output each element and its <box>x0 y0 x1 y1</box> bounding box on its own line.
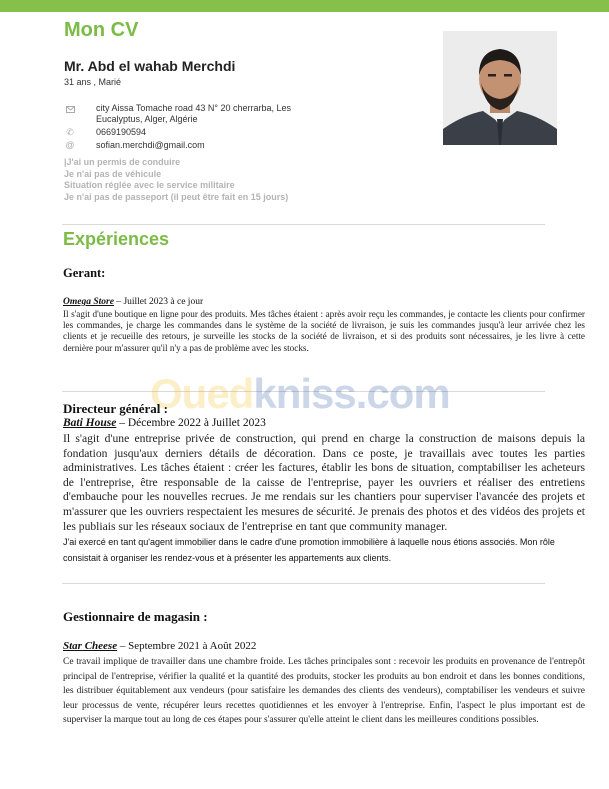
watermark-logo: Ouedkniss.com <box>150 370 450 417</box>
email-address[interactable]: sofian.merchdi@gmail.com <box>96 140 205 150</box>
personal-notes <box>64 157 288 203</box>
job-period: – Juillet 2023 à ce jour <box>113 297 204 307</box>
note-item: Je n'ai pas de véhicule <box>64 168 162 179</box>
candidate-name: Mr. Abd el wahab Merchdi <box>64 58 236 74</box>
top-accent-bar <box>0 0 609 12</box>
age-status: 31 ans , Marié <box>64 77 122 87</box>
phone-icon: ✆ <box>66 127 74 137</box>
job-company-line <box>63 297 203 307</box>
phone-number: 0669190594 <box>96 127 147 137</box>
job-title-gestionnaire: Gestionnaire de magasin : <box>63 609 208 624</box>
job-company-line <box>63 640 256 652</box>
note-item: Situation réglée avec le service militaire <box>64 180 235 191</box>
profile-photo <box>443 31 557 145</box>
cv-title: Mon CV <box>64 19 139 41</box>
job-description: Il s'agit d'une entreprise privée de construction, qui prend en charge la construction de maisons depuis la fondation jusqu'aux derniers détails de décoration. Dans ce poste, je travaillais avec toutes les parties administratives. Les tâches étaient : créer les factures, établir les bons de situation, comptabiliser les acheteurs de l'entreprise, être responsable de la caisse de l'entreprise, payer les ouvriers et réaliser des entretiens d'embauche pour les nouvelles recrues. Je me rendais sur les chantiers pour superviser l'avancée des projets et m'assurer que les ouvriers respectaient les mesures de sécurité. Je prenais des photos et des vidéos des projets et les publiais sur les réseaux sociaux de l'entreprise en tant que community manager. <box>63 432 585 533</box>
envelope-icon <box>64 103 76 117</box>
address-line-2: Eucalyptus, Alger, Algérie <box>96 114 198 124</box>
at-icon: @ <box>65 140 75 150</box>
job-description: Ce travail implique de travailler dans une chambre froide. Les tâches principales sont : recevoir les produits en provenance de l'entrepôt principal de l'entreprise, vérifier la qualité et la quantité des produits, stocker les produits au bon endroit et dans les bonnes conditions, les distribuer équitablement aux vendeurs (pour satisfaire les demandes des clients des vendeurs), comptabiliser les vendeurs et suivre leur processus de vente, récupérer leurs recettes quotidiennes et les envoyer à l'entreprise. Enfin, l'aspect le plus important est de superviser la marque tout au long de ces étapes pour s'assurer qu'elle atteint le client dans les meilleures conditions possibles. <box>63 657 585 726</box>
company-name: Bati House <box>63 417 117 429</box>
note-item: Je n'ai pas de passeport (il peut être fait en 15 jours) <box>64 191 289 202</box>
company-name: Star Cheese <box>63 640 118 652</box>
experiences-heading: Expériences <box>63 229 170 249</box>
note-item: |J'ai un permis de conduire <box>64 157 181 167</box>
section-divider <box>62 224 545 225</box>
company-name: Omega Store <box>63 297 114 307</box>
job-company-line <box>63 417 266 429</box>
address-line-1: city Aissa Tomache road 43 N° 20 cherrarba, Les <box>96 103 292 113</box>
job-divider <box>62 583 545 584</box>
job-period: – Décembre 2022 à Juillet 2023 <box>116 417 266 429</box>
job-description: Il s'agit d'une boutique en ligne pour des produits. Mes tâches étaient : après avoir reçu les commandes, je contacte les clients pour confirmer les commandes, je charge les commandes dans le système de la société de livraison, je suis les commandes jusqu'à leur arrivée chez les clients et je recueille des retours, je surveille les stocks de la société de livraison, et si des produits sont nécessaires, je les livre à cette dernière pour m'assurer qu'il n'y a pas de problème avec les stocks. <box>63 309 585 353</box>
job-extra-description: J'ai exercé en tant qu'agent immobilier dans le cadre d'une promotion immobilière à laquelle nous étions associés. Mon rôle consistait à organiser les rendez-vous et à présenter les appartements aux clients. <box>63 537 555 563</box>
job-period: – Septembre 2021 à Août 2022 <box>117 640 257 652</box>
job-title-gerant: Gerant: <box>63 266 106 280</box>
job-title-directeur: Directeur général : <box>63 401 168 416</box>
